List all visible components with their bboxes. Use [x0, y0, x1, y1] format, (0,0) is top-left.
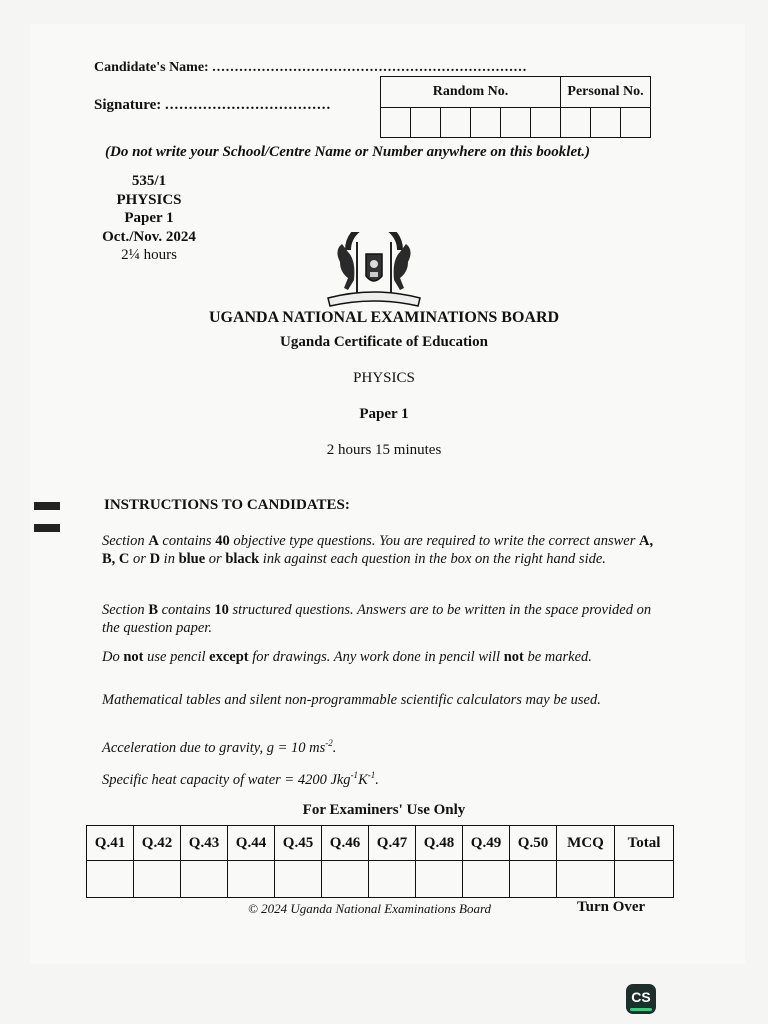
duration-title: 2 hours 15 minutes — [326, 442, 442, 458]
coat-of-arms-icon — [326, 232, 422, 310]
candidate-name-label: Candidate's Name: — [94, 60, 209, 75]
text: structured questions. Answers are to be written in the space provided on the question paper. — [102, 602, 652, 636]
personal-no-box[interactable] — [561, 108, 591, 138]
column-header: Q.48 — [416, 826, 463, 861]
signature-dots: ................................... — [164, 97, 332, 113]
text: use pencil — [143, 649, 210, 665]
turn-over-text: Turn Over — [577, 899, 646, 915]
personal-no-box[interactable] — [621, 108, 651, 138]
superscript: -1 — [367, 770, 376, 780]
superscript: -2 — [325, 738, 333, 748]
text-bold: except — [209, 649, 249, 665]
column-header: Q.44 — [228, 826, 275, 861]
registration-mark — [34, 524, 60, 532]
text: objective type questions. You are required to write the correct answer — [229, 533, 639, 549]
paper-session: Oct./Nov. 2024 — [102, 228, 196, 245]
text: in — [160, 551, 179, 567]
random-no-box[interactable] — [441, 108, 471, 138]
examiners-heading: For Examiners' Use Only — [302, 802, 466, 818]
personal-no-header: Personal No. — [561, 77, 651, 108]
score-cell[interactable] — [615, 861, 674, 898]
text: contains — [157, 602, 215, 618]
text: contains — [158, 533, 216, 549]
instruction-pencil — [102, 648, 662, 666]
instruction-gravity — [102, 734, 662, 757]
registration-mark — [34, 502, 60, 510]
column-header: Total — [615, 826, 674, 861]
text-bold: 40 — [215, 533, 230, 549]
random-no-header: Random No. — [381, 77, 561, 108]
score-cell[interactable] — [275, 861, 322, 898]
random-no-box[interactable] — [471, 108, 501, 138]
column-header: Q.41 — [87, 826, 134, 861]
text: K — [358, 771, 368, 788]
paper-duration: 2¼ hours — [121, 247, 177, 263]
column-header: Q.42 — [134, 826, 181, 861]
instructions-heading: INSTRUCTIONS TO CANDIDATES: — [104, 497, 350, 513]
signature-row — [94, 97, 331, 114]
text: or — [129, 551, 150, 567]
score-cell[interactable] — [557, 861, 615, 898]
paper-info — [96, 172, 202, 265]
text: Specific heat capacity of water = 4200 Jkg — [102, 771, 351, 788]
column-header: Q.45 — [275, 826, 322, 861]
instruction-section-b — [102, 601, 662, 637]
random-no-box[interactable] — [381, 108, 411, 138]
text-bold: 10 — [214, 602, 229, 618]
column-header: Q.49 — [463, 826, 510, 861]
score-cell[interactable] — [416, 861, 463, 898]
board-name: UGANDA NATIONAL EXAMINATIONS BOARD — [208, 309, 560, 326]
exam-page — [30, 24, 745, 964]
signature-label: Signature: — [94, 97, 162, 113]
text: Do — [102, 649, 124, 665]
score-cell[interactable] — [181, 861, 228, 898]
column-header: MCQ — [557, 826, 615, 861]
text: for drawings. Any work done in pencil will — [248, 649, 504, 665]
score-cell[interactable] — [322, 861, 369, 898]
paper-code: 535/1 — [131, 173, 167, 189]
subject-title: PHYSICS — [353, 370, 415, 386]
text-bold: B — [148, 602, 158, 618]
column-header: Q.46 — [322, 826, 369, 861]
score-cell[interactable] — [463, 861, 510, 898]
text-bold: A, B, C — [102, 533, 654, 567]
instruction-section-a — [102, 532, 662, 568]
copyright-text: © 2024 Uganda National Examinations Board — [248, 901, 492, 916]
random-no-box[interactable] — [501, 108, 531, 138]
column-header: Q.43 — [181, 826, 228, 861]
text: be marked. — [523, 649, 592, 665]
text-bold: not — [123, 649, 144, 665]
text-bold: A — [148, 533, 159, 549]
text: Acceleration due to gravity, g = 10 ms — [102, 739, 326, 756]
score-cell[interactable] — [369, 861, 416, 898]
text-bold: not — [503, 649, 524, 665]
column-header: Q.47 — [369, 826, 416, 861]
random-no-box[interactable] — [411, 108, 441, 138]
score-cell[interactable] — [134, 861, 181, 898]
paper-title: Paper 1 — [359, 406, 409, 422]
examiners-table — [86, 825, 674, 898]
paper-subject: PHYSICS — [116, 191, 182, 208]
score-cell[interactable] — [510, 861, 557, 898]
text: or — [205, 551, 226, 567]
camscanner-badge-icon: CS — [626, 984, 656, 1014]
text-bold: D — [149, 551, 161, 567]
text-bold: black — [225, 551, 260, 567]
score-cell[interactable] — [87, 861, 134, 898]
instruction-heat-capacity — [102, 766, 662, 789]
score-cell[interactable] — [228, 861, 275, 898]
instruction-calculators: Mathematical tables and silent non-programmable scientific calculators may be used. — [102, 692, 601, 708]
random-no-box[interactable] — [531, 108, 561, 138]
candidate-name-row — [94, 60, 527, 76]
personal-no-box[interactable] — [591, 108, 621, 138]
text: . — [332, 739, 337, 756]
text: Section — [102, 533, 149, 549]
text: Section — [102, 602, 149, 618]
booklet-note: (Do not write your School/Centre Name or Number anywhere on this booklet.) — [105, 144, 591, 160]
id-number-table — [380, 76, 651, 138]
text: ink against each question in the box on the right hand side. — [259, 551, 606, 567]
text-bold: blue — [178, 551, 206, 567]
paper-number: Paper 1 — [124, 210, 174, 226]
certificate-name: Uganda Certificate of Education — [280, 334, 488, 350]
superscript: -1 — [350, 770, 359, 780]
candidate-name-dots: ...................................................................... — [212, 60, 528, 75]
text: . — [375, 771, 379, 788]
column-header: Q.50 — [510, 826, 557, 861]
